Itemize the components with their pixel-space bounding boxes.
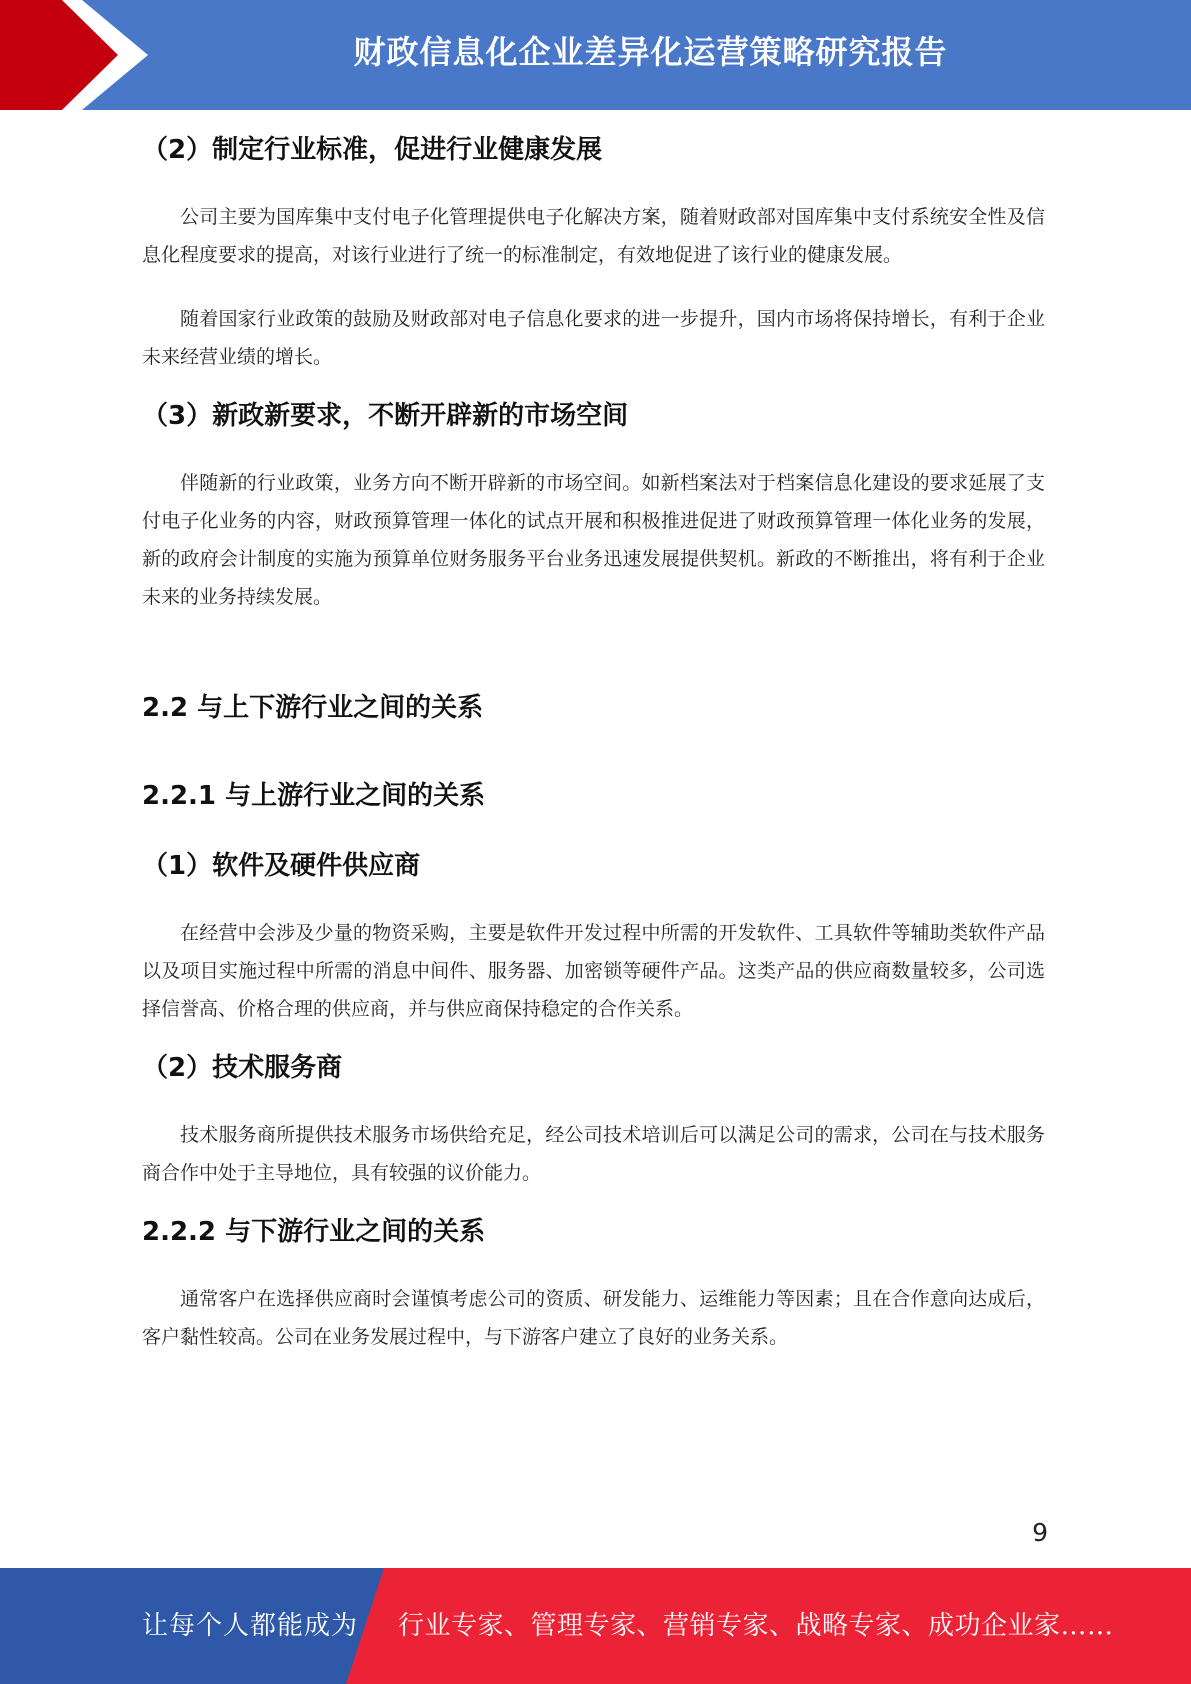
footer-slogan-left: 让每个人都能成为 bbox=[142, 1611, 359, 1641]
paragraph: 在经营中会涉及少量的物资采购，主要是软件开发过程中所需的开发软件、工具软件等辅助类软件产品以及项目实施过程中所需的消息中间件、服务器、加密锁等硬件产品。这类产品的供应商数量较多，公司选择信誉高、价格合理的供应商，并与供应商保持稳定的合作关系。 bbox=[142, 922, 1045, 1020]
subsection-heading-industry-standard: （2）制定行业标准，促进行业健康发展 bbox=[142, 135, 603, 165]
paragraph: 伴随新的行业政策，业务方向不断开辟新的市场空间。如新档案法对于档案信息化建设的要求延展了支付电子化业务的内容，财政预算管理一体化的试点开展和积极推进促进了财政预算管理一体化业务的发展，新的政府会计制度的实施为预算单位财务服务平台业务迅速发展提供契机。新政的不断推出，将有利于企业未来的业务持续发展。 bbox=[142, 472, 1045, 608]
paragraph: 通常客户在选择供应商时会谨慎考虑公司的资质、研发能力、运维能力等因素；且在合作意向达成后，客户黏性较高。公司在业务发展过程中，与下游客户建立了良好的业务关系。 bbox=[142, 1288, 1045, 1348]
subsection-heading-tech-service: （2）技术服务商 bbox=[142, 1053, 343, 1083]
section-heading-2-2: 2.2 与上下游行业之间的关系 bbox=[142, 693, 484, 723]
subsection-heading-suppliers: （1）软件及硬件供应商 bbox=[142, 851, 421, 881]
section-heading-2-2-2: 2.2.2 与下游行业之间的关系 bbox=[142, 1217, 486, 1247]
paragraph: 随着国家行业政策的鼓励及财政部对电子信息化要求的进一步提升，国内市场将保持增长，有利于企业未来经营业绩的增长。 bbox=[142, 308, 1045, 368]
subsection-heading-new-policy: （3）新政新要求，不断开辟新的市场空间 bbox=[142, 401, 629, 431]
footer-slogan-right: 行业专家、管理专家、营销专家、战略专家、成功企业家…… bbox=[398, 1611, 1114, 1641]
paragraph: 公司主要为国库集中支付电子化管理提供电子化解决方案，随着财政部对国库集中支付系统安全性及信息化程度要求的提高，对该行业进行了统一的标准制定，有效地促进了该行业的健康发展。 bbox=[142, 206, 1045, 266]
page-header bbox=[0, 0, 1191, 110]
header-chevron-icon bbox=[0, 0, 160, 110]
paragraph: 技术服务商所提供技术服务市场供给充足，经公司技术培训后可以满足公司的需求，公司在与技术服务商合作中处于主导地位，具有较强的议价能力。 bbox=[142, 1124, 1045, 1184]
report-title: 财政信息化企业差异化运营策略研究报告 bbox=[353, 33, 948, 71]
page-footer bbox=[0, 1568, 1191, 1684]
page-number: 9 bbox=[1032, 1518, 1048, 1547]
section-heading-2-2-1: 2.2.1 与上游行业之间的关系 bbox=[142, 781, 486, 811]
page-content bbox=[142, 128, 1045, 1356]
